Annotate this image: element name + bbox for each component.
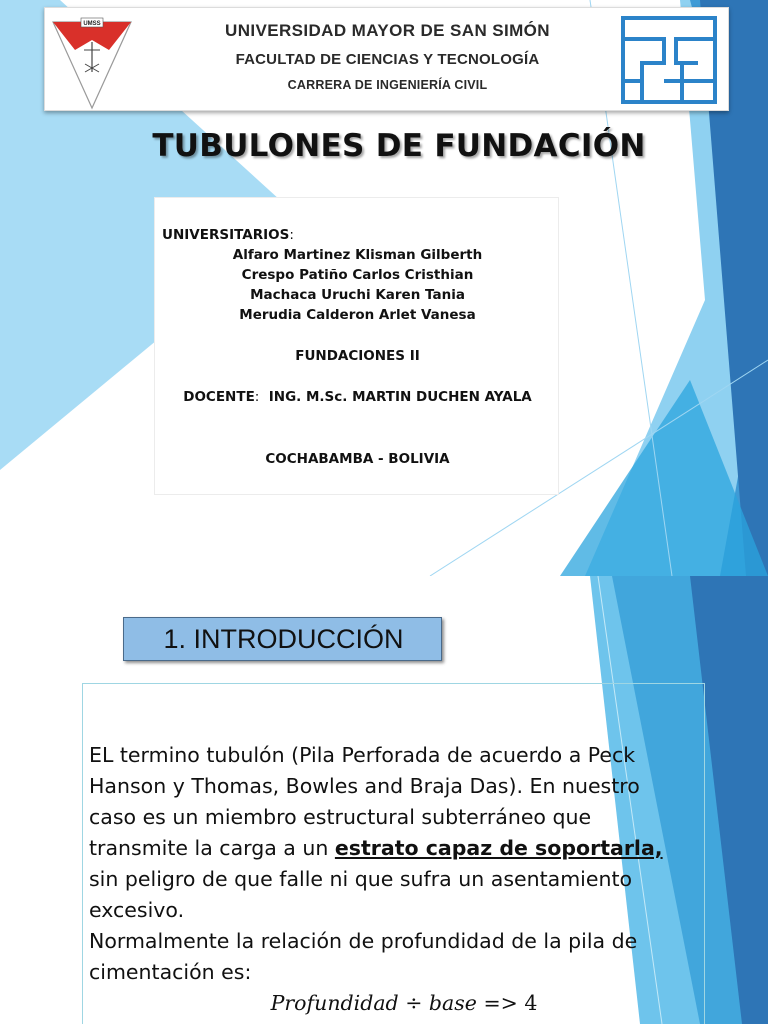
student-name: Merudia Calderon Arlet Vanesa [239,307,476,323]
introduction-slide [0,576,768,1024]
students-label: UNIVERSITARIOS [162,227,290,243]
university-name: UNIVERSIDAD MAYOR DE SAN SIMÓN [225,21,550,40]
section-heading-label: 1. INTRODUCCIÓN [163,624,404,654]
teacher-line: DOCENTE: ING. M.Sc. MARTIN DUCHEN AYALA [183,389,532,405]
intro-paragraph: EL termino tubulón (Pila Perforada de acuerdo a Peck Hanson y Thomas, Bowles and Braja Das). En nuestro caso es un miembro estructural subterráneo que transmite la carga a un estrato capaz de soportarla, sin peligro de que falle ni que sufra un asentamiento excesivo. [89,743,663,922]
ratio-paragraph: Normalmente la relación de profundidad de la pila de cimentación es: [89,929,638,984]
credits-box [154,197,559,495]
student-name: Crespo Patiño Carlos Cristhian [241,267,474,283]
teacher-name: ING. M.Sc. MARTIN DUCHEN AYALA [268,389,532,405]
depth-ratio-formula: Profundidad ÷ base => 4 [270,991,538,1015]
fcyt-logo-icon [620,15,718,105]
teacher-label: DOCENTE [183,389,255,405]
students-heading: UNIVERSITARIOS: [162,227,294,243]
presentation-title: TUBULONES DE FUNDACIÓN [152,128,646,164]
crest-label: UMSS [83,21,101,27]
career-name: CARRERA DE INGENIERÍA CIVIL [287,78,488,92]
course-name: FUNDACIONES II [295,348,420,364]
emphasis-text: estrato capaz de soportarla, [334,836,663,860]
faculty-name: FACULTAD DE CIENCIAS Y TECNOLOGÍA [235,51,540,68]
section-heading [123,617,442,661]
location: COCHABAMBA - BOLIVIA [265,451,450,467]
university-header [44,7,729,111]
body-text [89,740,689,1019]
student-name: Alfaro Martinez Klisman Gilberth [232,247,483,263]
student-name: Machaca Uruchi Karen Tania [250,287,465,303]
